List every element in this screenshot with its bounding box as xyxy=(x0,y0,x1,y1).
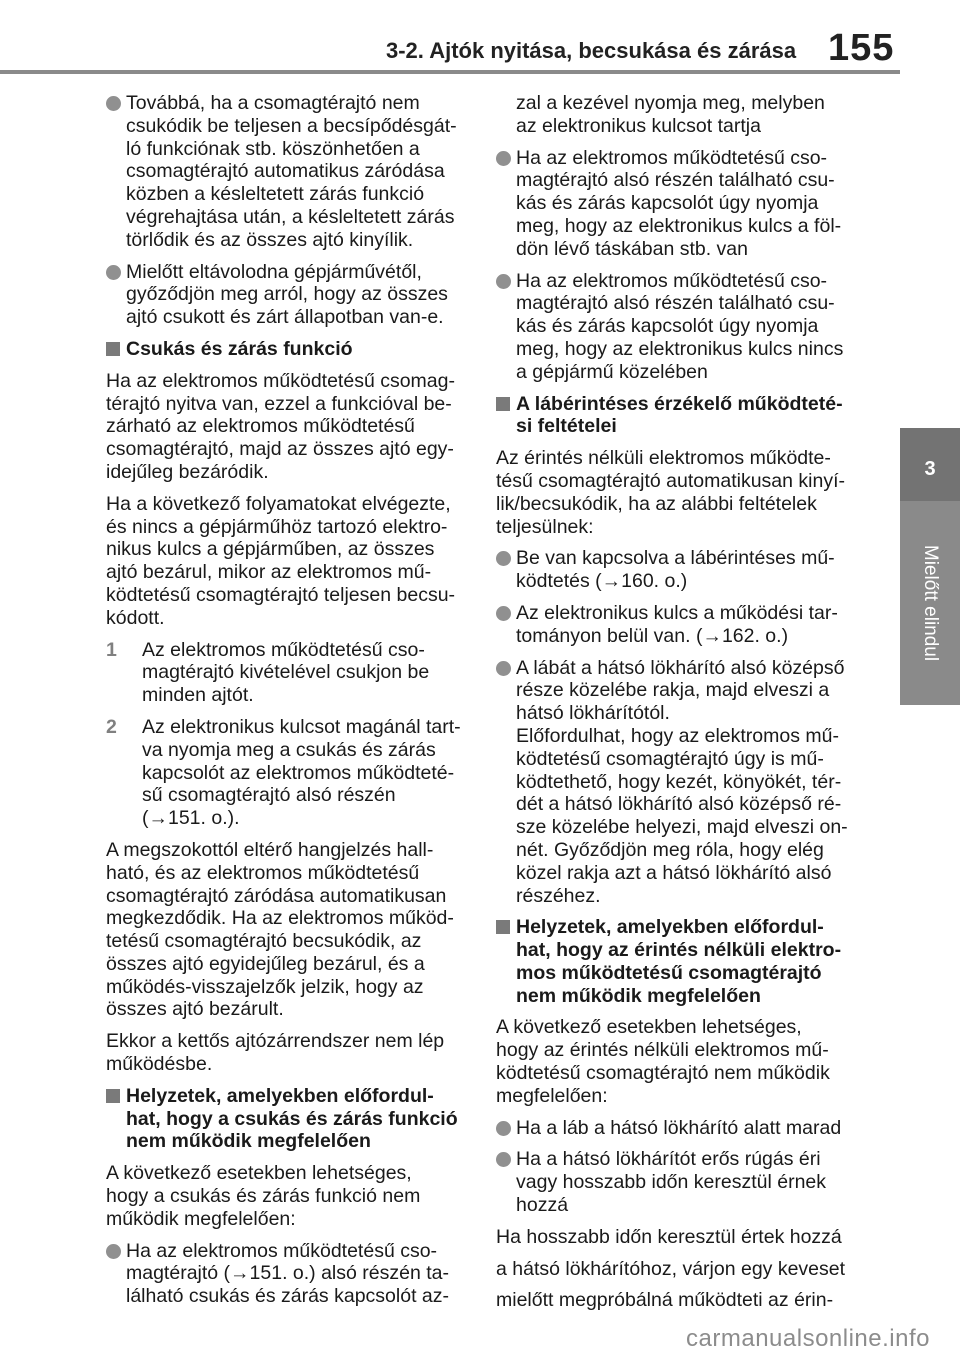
chapter-tab[interactable]: 3 xyxy=(900,428,960,501)
bullet-icon xyxy=(496,1152,511,1167)
bullet-icon xyxy=(496,151,511,166)
text-line: mos működtetésű csomagtérajtó xyxy=(516,961,822,984)
text-line: tetésű csomagtérajtó becsukódik, az xyxy=(106,930,422,953)
text-line: dét a hátsó lökhárító alsó középső ré- xyxy=(516,793,842,816)
step-text xyxy=(142,639,466,707)
square-marker-icon xyxy=(496,920,510,934)
bullet-icon xyxy=(496,606,511,621)
square-marker-icon xyxy=(496,397,510,411)
bullet-text xyxy=(516,657,856,908)
step-text xyxy=(142,716,466,830)
text-line: kás és zárás kapcsolót úgy nyomja xyxy=(516,192,819,215)
bullet-text xyxy=(516,547,856,593)
chapter-label: Mielőtt elindul xyxy=(920,544,941,662)
text-line: Továbbá, ha a csomagtérajtó nem xyxy=(126,92,420,114)
heading-text xyxy=(126,1085,466,1153)
text-line: tományon belül van. (→162. o.) xyxy=(516,624,789,647)
text-line: meg, hogy az elektronikus kulcs a föl- xyxy=(516,214,842,237)
text-line: dön lévő táskában stb. van xyxy=(516,237,748,260)
text-line: nem működik megfelelően xyxy=(516,984,761,1007)
text-line: csukódik be teljesen a becsípődésgát- xyxy=(126,114,457,137)
paragraph xyxy=(106,493,466,630)
bullet-item xyxy=(496,1117,856,1140)
bullet-icon xyxy=(496,661,511,676)
text-line: a gépjármű közelében xyxy=(516,360,708,383)
text-line: sze közelébe helyezi, majd elveszi on- xyxy=(516,816,848,839)
bullet-text xyxy=(516,602,856,648)
text-line: kódott. xyxy=(106,606,165,629)
text-line: Mielőtt eltávolodna gépjárművétől, xyxy=(126,260,422,283)
text-line: tésű csomagtérajtó automatikusan kinyí- xyxy=(496,469,846,492)
subsection-heading xyxy=(496,916,856,1007)
text-line: A lábérintéses érzékelő működteté- xyxy=(516,392,843,415)
text-line: Ha az elektromos működtetésű cso- xyxy=(516,269,828,292)
text-line: és nincs a gépjárműhöz tartozó elektro- xyxy=(106,515,448,538)
bullet-text xyxy=(516,1117,856,1140)
subsection-heading xyxy=(106,338,466,361)
text-line: minden ajtót. xyxy=(142,684,254,707)
bullet-item xyxy=(496,657,856,908)
header-bar xyxy=(0,0,900,74)
bullet-icon xyxy=(496,551,511,566)
text-line: hozzá xyxy=(516,1194,569,1217)
text-line: teljesülnek: xyxy=(496,515,594,538)
text-line: mielőtt megpróbálná működteti az érin- xyxy=(496,1289,834,1312)
subsection-heading xyxy=(106,1085,466,1153)
text-line: magtérajtó (→151. o.) alsó részén ta- xyxy=(126,1262,449,1285)
bullet-icon xyxy=(106,265,121,280)
text-line: zal a kezével nyomja meg, melyben xyxy=(516,92,825,114)
text-line: nem működik megfelelően xyxy=(126,1130,371,1153)
text-line: Az elektronikus kulcsot magánál tart- xyxy=(142,715,461,738)
bullet-item xyxy=(106,92,466,252)
text-line: működésbe. xyxy=(106,1053,213,1076)
text-line: vagy hosszabb időn keresztül érnek xyxy=(516,1171,827,1194)
paragraph xyxy=(496,1289,856,1312)
text-line: összes ajtó egyidejűleg bezárul, és a xyxy=(106,952,425,975)
text-line: győződjön meg arról, hogy az összes xyxy=(126,283,448,306)
text-line: ködtethető, hogy kezét, könyökét, tér- xyxy=(516,770,842,793)
text-line: kapcsolót az elektromos működteté- xyxy=(142,761,455,784)
text-line: si feltételei xyxy=(516,415,617,438)
text-line: ajtó bezárul, mikor az elektromos mű- xyxy=(106,561,432,584)
text-line: (→151. o.). xyxy=(142,807,240,830)
text-line: hat, hogy a csukás és zárás funkció xyxy=(126,1107,458,1130)
text-line: hogy a csukás és zárás funkció nem xyxy=(106,1185,421,1208)
watermark-text: carmanualsonline.info xyxy=(686,1325,930,1352)
text-line: csomagtérajtó záródása automatikusan xyxy=(106,884,447,907)
text-line: megkezdődik. Ha az elektromos működ- xyxy=(106,907,454,930)
text-line: A megszokottól eltérő hangjelzés hall- xyxy=(106,838,434,861)
text-line: ajtó csukott és zárt állapotban van-e. xyxy=(126,306,444,329)
bullet-item xyxy=(106,1240,466,1308)
text-line: A következő esetekben lehetséges, xyxy=(106,1162,412,1185)
bullet-icon xyxy=(496,274,511,289)
bullet-item xyxy=(496,547,856,593)
watermark xyxy=(0,1325,960,1352)
text-line: térajtó nyitva van, ezzel a funkcióval be- xyxy=(106,392,452,415)
text-line: A lábát a hátsó lökhárító alsó középső xyxy=(516,656,845,679)
text-line: Az elektronikus kulcs a működési tar- xyxy=(516,601,838,624)
text-line: részéhez. xyxy=(516,884,601,907)
bullet-icon xyxy=(106,96,121,111)
text-line: a hátsó lökhárítóhoz, várjon egy keveset xyxy=(496,1257,846,1280)
text-line: ködtetésű csomagtérajtó úgy is mű- xyxy=(516,747,824,770)
text-line: végrehajtása után, a késleltetett zárás xyxy=(126,205,455,228)
paragraph xyxy=(496,447,856,538)
step-number: 1 xyxy=(106,638,117,661)
text-line: magtérajtó alsó részén található csu- xyxy=(516,169,835,192)
text-line: Előfordulhat, hogy az elektromos mű- xyxy=(516,724,839,747)
text-line: Ha az elektromos működtetésű cso- xyxy=(516,146,828,169)
text-line: Az elektromos működtetésű cso- xyxy=(142,638,425,661)
text-line: Be van kapcsolva a lábérintéses mű- xyxy=(516,547,835,570)
text-line: közben a késleltetett zárás funkció xyxy=(126,183,425,206)
paragraph xyxy=(106,370,466,484)
text-line: ködtetés (→160. o.) xyxy=(516,570,688,593)
right-column xyxy=(496,92,856,1321)
text-line: része közelébe rakja, majd elveszi a xyxy=(516,679,830,702)
text-line: Ha a következő folyamatokat elvégezte, xyxy=(106,492,451,515)
text-line: működik megfelelően: xyxy=(106,1207,296,1230)
bullet-item xyxy=(496,270,856,384)
text-line: Ha hosszabb időn keresztül értek hozzá xyxy=(496,1225,842,1248)
text-line: Ekkor a kettős ajtózárrendszer nem lép xyxy=(106,1030,445,1053)
text-line: Ha a láb a hátsó lökhárító alatt marad xyxy=(516,1116,842,1139)
text-line: ködtetésű csomagtérajtó nem működik xyxy=(496,1062,830,1085)
text-line: Csukás és zárás funkció xyxy=(126,337,353,360)
left-column xyxy=(106,92,466,1317)
text-line: működés-visszajelzők jelzik, hogy az xyxy=(106,975,424,998)
text-line: Ha az elektromos működtetésű csomag- xyxy=(106,369,455,392)
square-marker-icon xyxy=(106,342,120,356)
text-line: Helyzetek, amelyekben előfordul- xyxy=(126,1084,434,1107)
text-line: megfelelően: xyxy=(496,1084,608,1107)
bullet-text xyxy=(516,270,856,384)
text-line: hat, hogy az érintés nélküli elektro- xyxy=(516,939,842,962)
bullet-text xyxy=(126,261,466,329)
text-line: va nyomja meg a csukás és zárás xyxy=(142,738,436,761)
square-marker-icon xyxy=(106,1089,120,1103)
text-line: csomagtérajtó automatikus záródása xyxy=(126,160,445,183)
text-line: idejűleg bezáródik. xyxy=(106,460,269,483)
text-line: összes ajtó bezárult. xyxy=(106,998,284,1021)
text-line: kás és zárás kapcsolót úgy nyomja xyxy=(516,315,819,338)
bullet-text xyxy=(126,92,466,252)
text-line: közel rakja azt a hátsó lökhárító alsó xyxy=(516,861,832,884)
paragraph xyxy=(106,839,466,1021)
text-line: meg, hogy az elektronikus kulcs nincs xyxy=(516,337,844,360)
text-line: ködtetésű csomagtérajtó teljesen becsu- xyxy=(106,583,456,606)
bullet-icon xyxy=(496,1121,511,1136)
text-line: hogy az érintés nélküli elektromos mű- xyxy=(496,1039,829,1062)
bullet-text xyxy=(516,1148,856,1216)
text-line: Az érintés nélküli elektromos működte- xyxy=(496,447,831,470)
section-title: 3-2. Ajtók nyitása, becsukása és zárása xyxy=(386,38,797,63)
text-line: hátsó lökhárítótól. xyxy=(516,702,670,725)
text-line: Ha az elektromos működtetésű cso- xyxy=(126,1239,438,1262)
bullet-item xyxy=(106,261,466,329)
bullet-icon xyxy=(106,1244,121,1259)
bullet-item xyxy=(496,602,856,648)
text-line: lik/becsukódik, ha az alábbi feltételek xyxy=(496,492,817,515)
paragraph xyxy=(496,1226,856,1249)
step-number: 2 xyxy=(106,715,117,738)
step-item xyxy=(106,716,466,830)
text-line: törlődik és az összes ajtó kinyílik. xyxy=(126,228,414,251)
text-line: nét. Győződjön meg róla, hogy elég xyxy=(516,838,824,861)
paragraph xyxy=(106,1162,466,1230)
step-item xyxy=(106,639,466,707)
text-line: Helyzetek, amelyekben előfordul- xyxy=(516,916,824,939)
text-line: az elektronikus kulcsot tartja xyxy=(516,114,761,137)
text-line: ló funkciónak stb. köszönhetően a xyxy=(126,137,420,160)
paragraph xyxy=(106,1030,466,1076)
bullet-text xyxy=(516,92,856,138)
heading-text xyxy=(516,393,856,439)
bullet-item xyxy=(496,147,856,261)
paragraph xyxy=(496,1258,856,1281)
text-line: magtérajtó alsó részén található csu- xyxy=(516,292,835,315)
text-line: csomagtérajtó, majd az összes ajtó egy- xyxy=(106,438,454,461)
bullet-item xyxy=(496,1148,856,1216)
text-line: A következő esetekben lehetséges, xyxy=(496,1016,802,1039)
paragraph xyxy=(496,1016,856,1107)
chapter-label-tab xyxy=(900,501,960,705)
bullet-text xyxy=(516,147,856,261)
text-line: nikus kulcs a gépjárműben, az összes xyxy=(106,538,435,561)
text-line: ható, és az elektromos működtetésű xyxy=(106,861,420,884)
subsection-heading xyxy=(496,393,856,439)
text-line: sű csomagtérajtó alsó részén xyxy=(142,784,396,807)
text-line: Ha a hátsó lökhárítót erős rúgás éri xyxy=(516,1148,821,1171)
heading-text xyxy=(516,916,856,1007)
bullet-text xyxy=(126,1240,466,1308)
text-line: lálható csukás és zárás kapcsolót az- xyxy=(126,1285,449,1308)
page-number: 155 xyxy=(828,27,895,69)
text-line: magtérajtó kivételével csukjon be xyxy=(142,661,430,684)
bullet-continuation xyxy=(496,92,856,138)
heading-text xyxy=(126,338,466,361)
text-line: zárható az elektromos működtetésű xyxy=(106,415,415,438)
